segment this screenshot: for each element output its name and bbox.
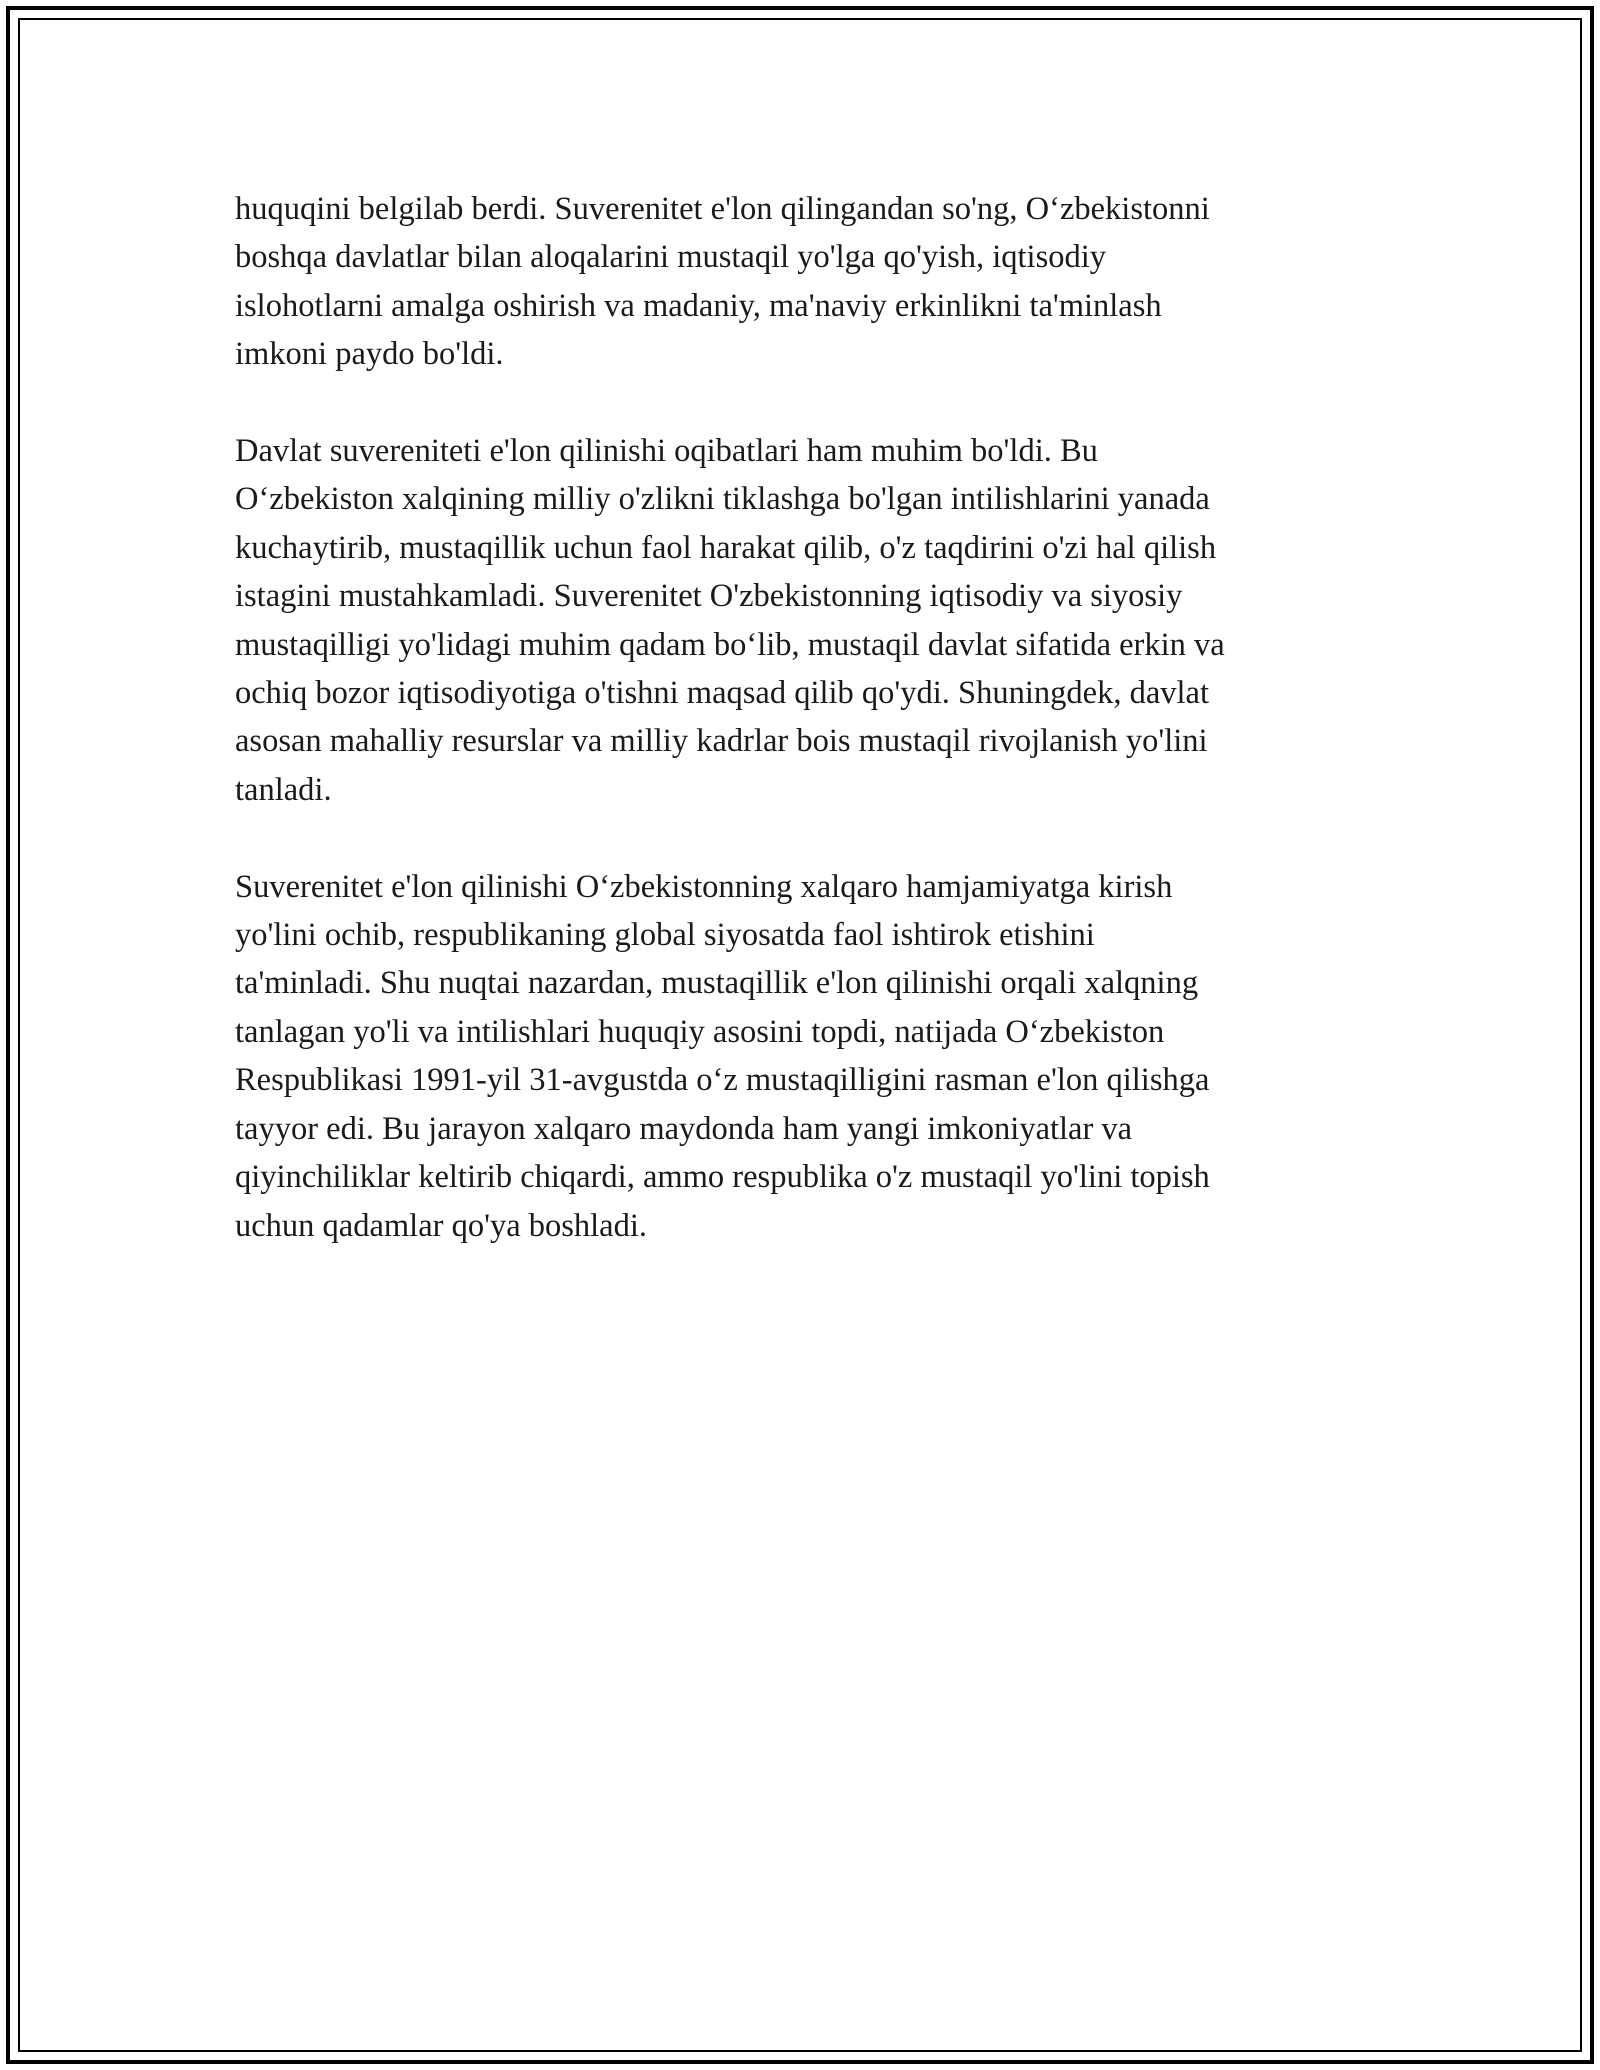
document-body: [235, 185, 1360, 1298]
paragraph-3: Suverenitet e'lon qilinishi O‘zbekistonning xalqaro hamjamiyatga kirish yo'lini ochib, respublikaning global siyosatda faol ishtirok etishini ta'minladi. Shu nuqtai nazardan, mustaqillik e'lon qilinishi orqali xalqning tanlagan yo'li va intilishlari huquqiy asosini topdi, natijada O‘zbekiston Respublikasi 1991-yil 31-avgustda o‘z mustaqilligini rasman e'lon qilishga tayyor edi. Bu jarayon xalqaro maydonda ham yangi imkoniyatlar va qiyinchiliklar keltirib chiqardi, ammo respublika o'z mustaqil yo'lini topish uchun qadamlar qo'ya boshladi.: [235, 868, 1210, 1244]
paragraph-2: Davlat suvereniteti e'lon qilinishi oqibatlari ham muhim bo'ldi. Bu O‘zbekiston xalqining milliy o'zlikni tiklashga bo'lgan intilishlarini yanada kuchaytirib, mustaqillik uchun faol harakat qilib, o'z taqdirini o'zi hal qilish istagini mustahkamladi. Suverenitet O'zbekistonning iqtisodiy va siyosiy mustaqilligi yo'lidagi muhim qadam bo‘lib, mustaqil davlat sifatida erkin va ochiq bozor iqtisodiyotiga o'tishni maqsad qilib qo'ydi. Shuningdek, davlat asosan mahalliy resurslar va milliy kadrlar bois mustaqil rivojlanish yo'lini tanladi.: [235, 433, 1225, 808]
paragraph-1: huquqini belgilab berdi. Suverenitet e'lon qilingandan so'ng, O‘zbekistonni boshqa davlatlar bilan aloqalarini mustaqil yo'lga qo'yish, iqtisodiy islohotlarni amalga oshirish va madaniy, ma'naviy erkinlikni ta'minlash imkoni paydo bo'ldi.: [235, 191, 1210, 373]
